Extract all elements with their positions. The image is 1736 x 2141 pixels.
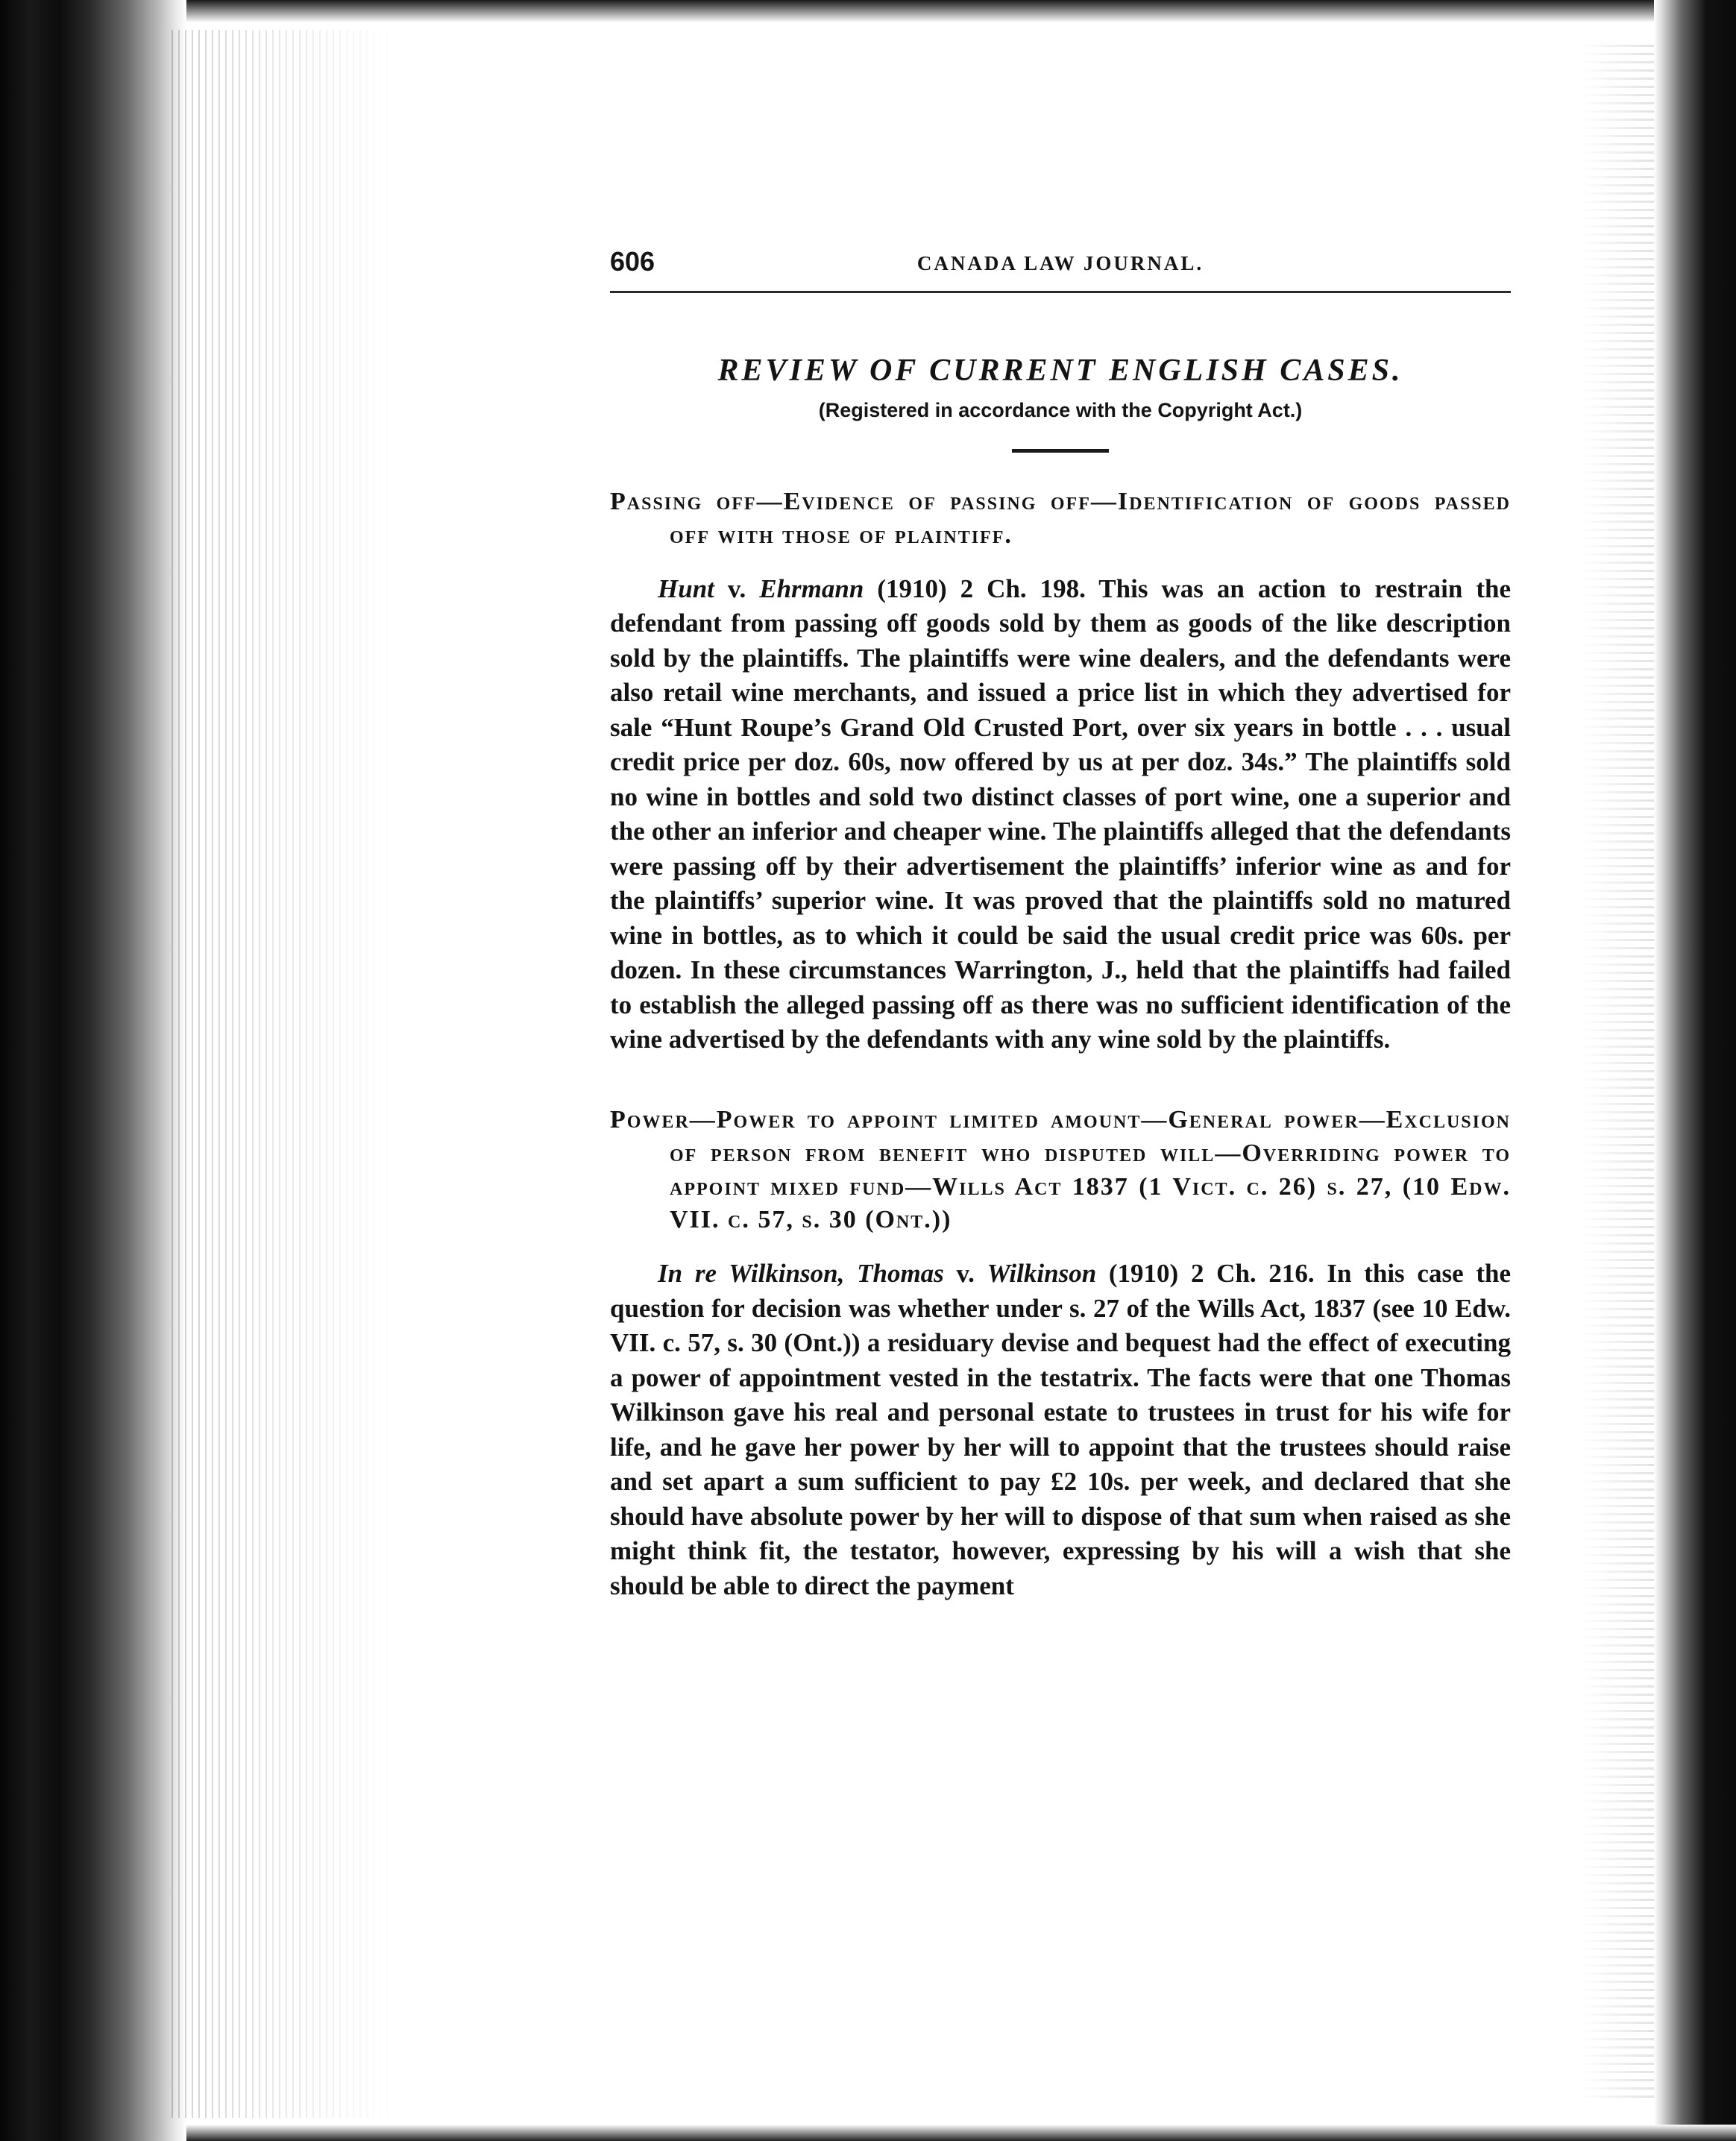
- case-1-body: (1910) 2 Ch. 198. This was an action to restrain the defendant from passing off goods sold by them as goods of the like description sold by the plaintiffs. The plaintiffs were wine dealers, and the defendants were also retail wine merchants, and issued a price list in which they advertised for sale “Hunt Roupe’s Grand Old Crusted Port, over six years in bottle . . . usual credit price per doz. 60s, now offered by us at per doz. 34s.” The plaintiffs sold no wine in bottles and sold two distinct classes of port wine, one a superior and the other an inferior and cheaper wine. The plaintiffs alleged that the defendants were passing off by their advertisement the plaintiffs’ inferior wine as and for the plaintiffs’ superior wine. It was proved that the plaintiffs sold no matured wine in bottles, as to which it could be said the usual credit price was 60s. per dozen. In these circumstances Warrington, J., held that the plaintiffs had failed to establish the alleged passing off as there was no sufficient identification of the wine advertised by the defendants with any wine sold by the plaintiffs.: [610, 573, 1511, 1054]
- case-2-versus: v.: [943, 1259, 987, 1289]
- case-1-headnote: Passing off—Evidence of passing off—Identification of goods passed off with those of plaintiff.: [610, 488, 1511, 549]
- page-content: [610, 246, 1511, 1629]
- running-head: [610, 246, 1511, 293]
- case-2-party-1: In re Wilkinson, Thomas: [658, 1259, 944, 1289]
- case-1-party-1: Hunt: [658, 573, 714, 603]
- case-2-party-2: Wilkinson: [987, 1259, 1097, 1289]
- right-scan-edge: [1654, 0, 1736, 2141]
- section-title: REVIEW OF CURRENT ENGLISH CASES.: [717, 353, 1403, 388]
- case-2-body: (1910) 2 Ch. 216. In this case the question for decision was whether under s. 27 of the Wills Act, 1837 (see 10 Edw. VII. c. 57, s. 30 (Ont.)) a residuary devise and bequest had the effect of executing a power of appointment vested in the testatrix. The facts were that one Thomas Wilkinson gave his real and personal estate to trustees in trust for his wife for life, and he gave her power by her will to appoint that the trustees should raise and set apart a sum sufficient to pay £2 10s. per week, and declared that she should have absolute power by her will to dispose of that sum when raised as she might think fit, the testator, however, expressing by his will a wish that she should be able to direct the payment: [610, 1259, 1511, 1600]
- case-2-headnote: Power—Power to appoint limited amount—General power—Exclusion of person from benefit who disputed will—Overriding power to appoint mixed fund—Wills Act 1837 (1 Vict. c. 26) s. 27, (10 Edw. VII. c. 57, s. 30 (Ont.)): [610, 1105, 1511, 1234]
- page-edge-lines: [172, 30, 395, 2118]
- section-divider: [1012, 449, 1109, 453]
- journal-title: CANADA LAW JOURNAL.: [916, 252, 1204, 274]
- case-1-versus: v.: [714, 573, 760, 603]
- case-1-party-2: Ehrmann: [759, 573, 864, 603]
- top-scan-edge: [186, 0, 1736, 22]
- copyright-note: (Registered in accordance with the Copyright Act.): [818, 399, 1303, 421]
- book-binding-shadow: [0, 0, 186, 2141]
- case-2-paragraph: [610, 1257, 1511, 1603]
- page-number: 606: [610, 246, 655, 277]
- bottom-scan-edge: [186, 2125, 1736, 2141]
- right-page-fringe: [1579, 45, 1661, 2103]
- case-1-paragraph: [610, 572, 1511, 1057]
